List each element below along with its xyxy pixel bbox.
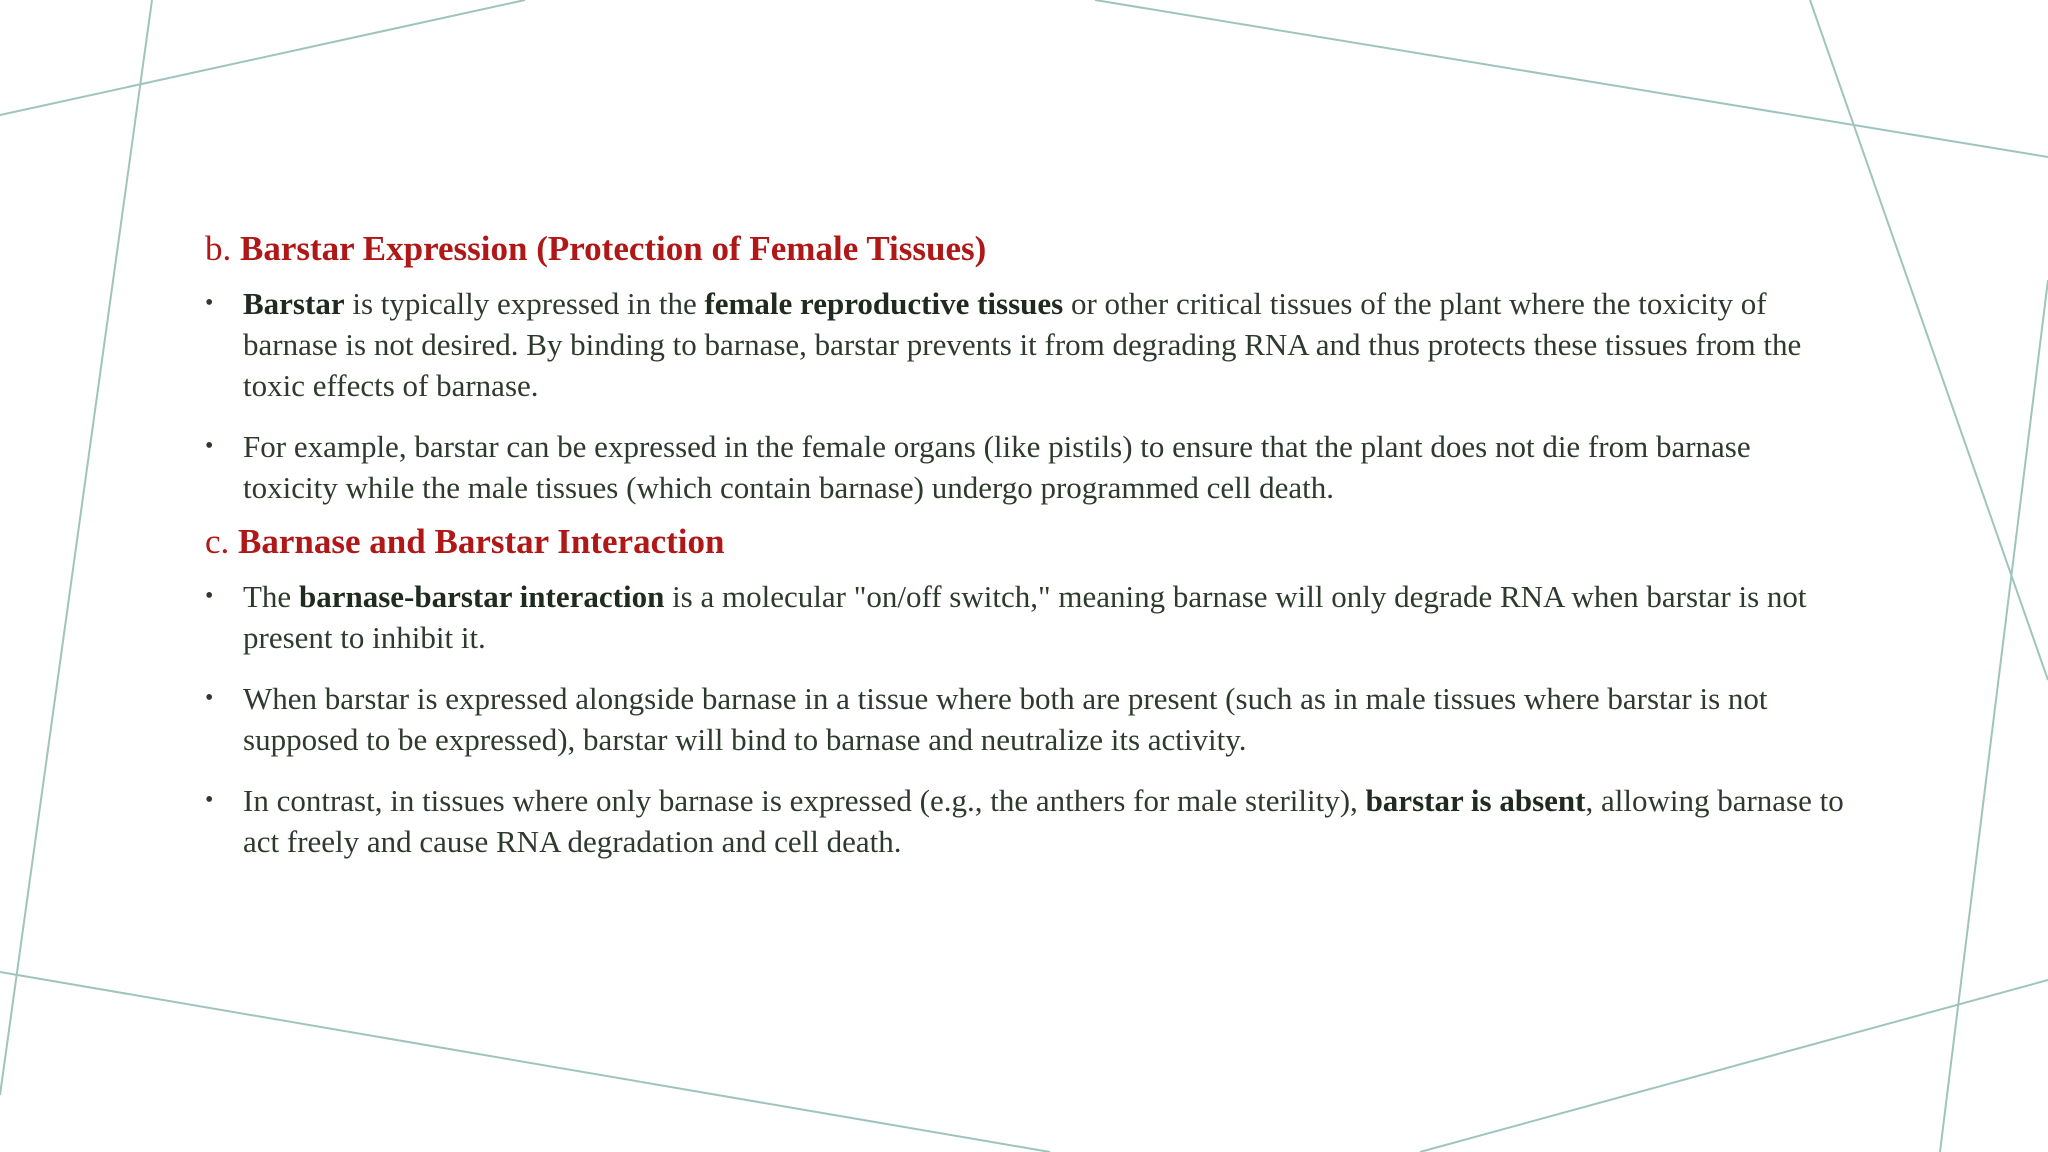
bullet-text: For example, barstar can be expressed in the female organs (like pistils) to ensure that the plant does not die from barnase toxicity while the male tissues (which contain barnase) undergo programmed cell death.: [243, 429, 1751, 505]
section-b-title: Barstar Expression (Protection of Female Tissues): [240, 229, 987, 268]
bold-term: Barstar: [243, 286, 345, 321]
bullet-text: When barstar is expressed alongside barnase in a tissue where both are present (such as in male tissues where barstar is not supposed to be expressed), barstar will bind to barnase and neutralize its activity.: [243, 681, 1768, 757]
section-c-title: Barnase and Barstar Interaction: [238, 522, 725, 561]
bullet-dot-icon: •: [205, 290, 214, 316]
bullet-dot-icon: •: [205, 433, 214, 459]
section-c-bullet-list: [205, 576, 1845, 862]
decor-line-top-left-diagonal: [0, 0, 525, 115]
section-b-prefix: b.: [205, 229, 232, 268]
bold-term: barnase-barstar interaction: [298, 579, 665, 614]
section-c-bullet-1: [205, 576, 1845, 658]
slide-content: [205, 222, 1845, 862]
bullet-dot-icon: •: [205, 583, 214, 609]
decor-line-right-steep: [1810, 0, 2048, 680]
decor-line-right-vertical: [1940, 280, 2048, 1152]
bullet-text: , allowing barnase to act freely and cause RNA degradation and cell death.: [243, 783, 1844, 859]
bullet-dot-icon: •: [205, 685, 214, 711]
bullet-text: is a molecular "on/off switch," meaning barnase will only degrade RNA when barstar is not present to inhibit it.: [243, 579, 1807, 655]
bullet-dot-icon: •: [205, 787, 214, 813]
decor-line-bottom-right-diagonal: [1420, 980, 2048, 1152]
section-b-bullet-1: [205, 283, 1845, 406]
section-b-bullet-list: [205, 283, 1845, 508]
decor-line-bottom-left-diagonal: [0, 972, 1050, 1152]
bullet-text: or other critical tissues of the plant where the toxicity of barnase is not desired. By binding to barnase, barstar prevents it from degrading RNA and thus protects these tissues from the toxic effects of barnase.: [243, 286, 1802, 403]
bullet-text: In contrast, in tissues where only barnase is expressed (e.g., the anthers for male sterility),: [243, 783, 1366, 818]
section-b-heading: [205, 222, 1845, 276]
section-b-bullet-2: [205, 426, 1845, 508]
section-c-prefix: c.: [205, 522, 230, 561]
section-c-bullet-3: [205, 780, 1845, 862]
section-c-bullet-2: [205, 678, 1845, 760]
section-c-heading: [205, 515, 1845, 569]
bullet-text: The: [243, 579, 299, 614]
bold-term: barstar is absent: [1365, 783, 1586, 818]
bullet-text: is typically expressed in the: [344, 286, 705, 321]
decor-line-top-right-diagonal: [1095, 0, 2048, 157]
bold-term: female reproductive tissues: [704, 286, 1064, 321]
decor-line-left-vertical: [0, 0, 152, 1095]
